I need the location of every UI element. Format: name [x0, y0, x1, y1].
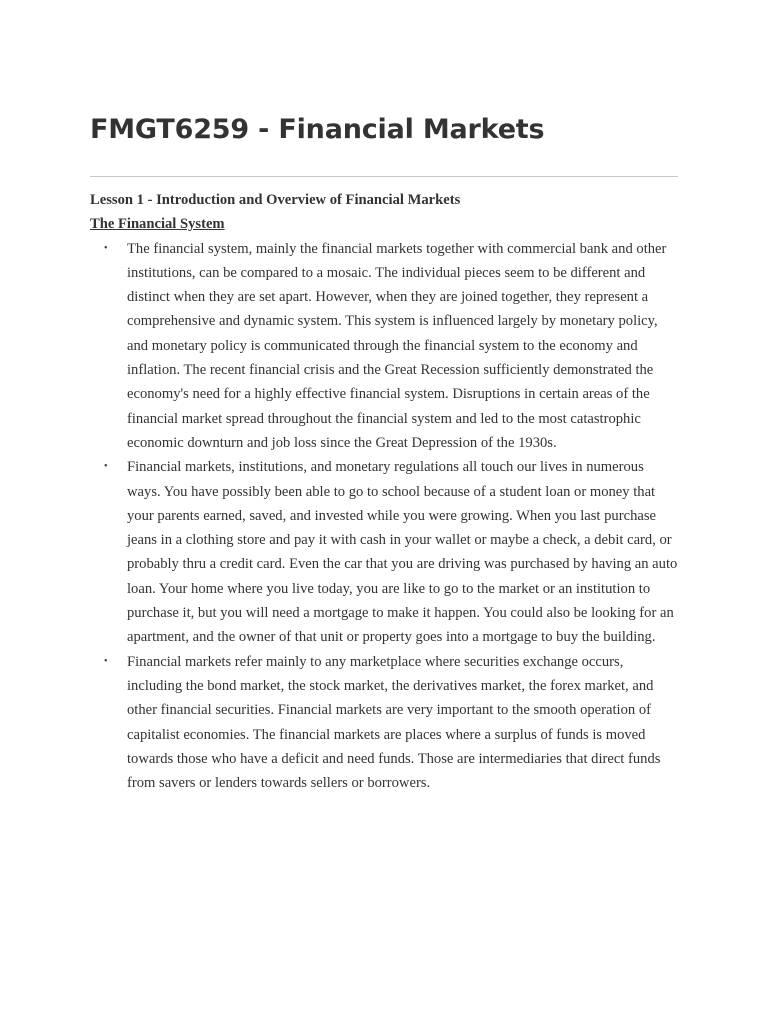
document-content: [90, 188, 680, 795]
list-item: [90, 455, 680, 649]
bullet-icon: •: [104, 655, 108, 667]
list-item: [90, 237, 680, 456]
lesson-heading: Lesson 1 - Introduction and Overview of Financial Markets: [90, 192, 461, 208]
list-item: [90, 650, 680, 796]
section-heading: The Financial System: [90, 216, 225, 233]
bullet-list: [90, 237, 680, 796]
bullet-text: The financial system, mainly the financial markets together with commercial bank and other institutions, can be compared to a mosaic. The individual pieces seem to be different and distinct when they are set apart. However, when they are joined together, they represent a comprehensive and dynamic system. This system is influenced largely by monetary policy, and monetary policy is communicated through the financial system to the economy and inflation. The recent financial crisis and the Great Recession sufficiently demonstrated the economy's need for a highly effective financial system. Disruptions in certain areas of the financial market spread throughout the financial system and led to the most catastrophic economic downturn and job loss since the Great Depression of the 1930s.: [127, 240, 667, 451]
title-divider: [90, 176, 678, 177]
bullet-icon: •: [104, 242, 108, 254]
bullet-text: Financial markets refer mainly to any marketplace where securities exchange occurs, including the bond market, the stock market, the derivatives market, the forex market, and other financial securities. Financial markets are very important to the smooth operation of capitalist economies. The financial markets are places where a surplus of funds is moved towards those who have a deficit and need funds. Those are intermediaries that direct funds from savers or lenders towards sellers or borrowers.: [127, 653, 661, 792]
document-title: FMGT6259 - Financial Markets: [90, 114, 545, 145]
bullet-icon: •: [104, 461, 108, 473]
bullet-text: Financial markets, institutions, and monetary regulations all touch our lives in numerous ways. You have possibly been able to go to school because of a student loan or money that your parents earned, saved, and invested while you were growing. When you last purchase jeans in a clothing store and pay it with cash in your wallet or maybe a check, a debit card, or probably thru a credit card. Even the car that you are driving was purchased by having an auto loan. Your home where you live today, you are like to go to the market or an institution to purchase it, but you will need a mortgage to make it happen. You could also be looking for an apartment, and the owner of that unit or property goes into a mortgage to buy the building.: [127, 459, 678, 646]
